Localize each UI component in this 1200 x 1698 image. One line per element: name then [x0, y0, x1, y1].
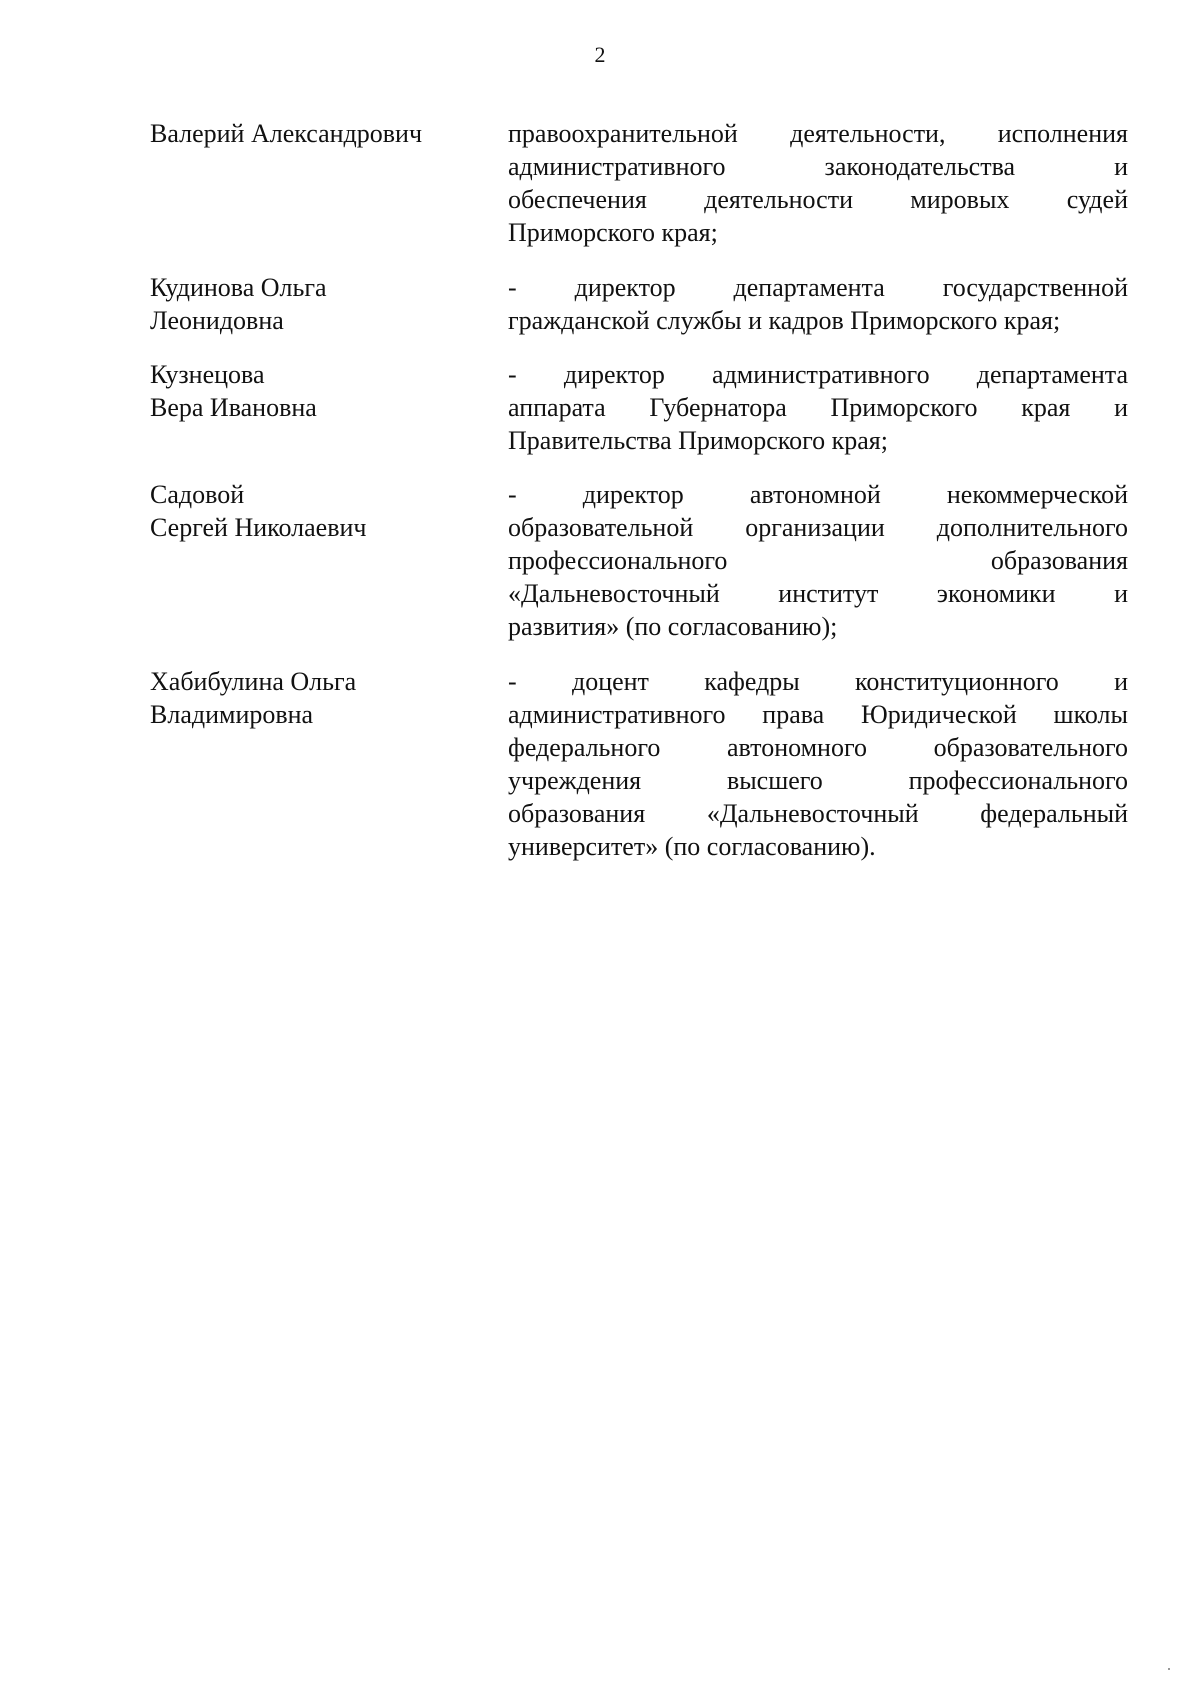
member-position-line: правоохранительной деятельности, исполнения: [508, 119, 1128, 148]
member-entry: [150, 358, 1128, 457]
member-name: [150, 665, 508, 731]
member-name: [150, 117, 508, 150]
member-position-line: административного законодательства и: [508, 152, 1128, 181]
member-position-line: федерального автономного образовательного: [508, 733, 1128, 762]
member-name-line: Вера Ивановна: [150, 393, 317, 422]
member-position-line: профессионального образования: [508, 546, 1128, 575]
member-position-line: - директор административного департамента: [508, 360, 1128, 389]
member-entry: [150, 117, 1128, 249]
member-list: [150, 117, 1128, 863]
member-entry: [150, 665, 1128, 863]
member-position-line: административного права Юридической школы: [508, 700, 1128, 729]
member-position: [508, 117, 1128, 249]
member-name-line: Садовой: [150, 480, 245, 509]
member-position-line: - директор департамента государственной: [508, 273, 1128, 302]
member-position-line: - доцент кафедры конституционного и: [508, 667, 1128, 696]
member-position: [508, 478, 1128, 643]
member-position-line: развития» (по согласованию);: [508, 612, 838, 641]
member-position-line: «Дальневосточный институт экономики и: [508, 579, 1128, 608]
member-position-line: университет» (по согласованию).: [508, 832, 876, 861]
member-name: [150, 271, 508, 337]
member-position-line: Правительства Приморского края;: [508, 426, 888, 455]
member-position-line: гражданской службы и кадров Приморского края;: [508, 306, 1061, 335]
member-name: [150, 358, 508, 424]
member-name-line: Сергей Николаевич: [150, 513, 367, 542]
member-position-line: образовательной организации дополнительного: [508, 513, 1128, 542]
member-entry: [150, 271, 1128, 337]
member-name-line: Кудинова Ольга: [150, 273, 327, 302]
member-entry: [150, 478, 1128, 643]
member-name-line: Кузнецова: [150, 360, 265, 389]
member-name-line: Хабибулина Ольга: [150, 667, 357, 696]
member-name: [150, 478, 508, 544]
member-position-line: Приморского края;: [508, 218, 718, 247]
member-position: [508, 665, 1128, 863]
member-name-line: Владимировна: [150, 700, 314, 729]
member-position-line: - директор автономной некоммерческой: [508, 480, 1128, 509]
member-position: [508, 271, 1128, 337]
scan-speck: [1168, 1668, 1170, 1670]
member-position: [508, 358, 1128, 457]
page-number: 2: [594, 42, 606, 67]
member-name-line: Леонидовна: [150, 306, 284, 335]
member-name-line: Валерий Александрович: [150, 119, 423, 148]
member-position-line: обеспечения деятельности мировых судей: [508, 185, 1128, 214]
member-position-line: образования «Дальневосточный федеральный: [508, 799, 1128, 828]
member-position-line: учреждения высшего профессионального: [508, 766, 1128, 795]
member-position-line: аппарата Губернатора Приморского края и: [508, 393, 1128, 422]
